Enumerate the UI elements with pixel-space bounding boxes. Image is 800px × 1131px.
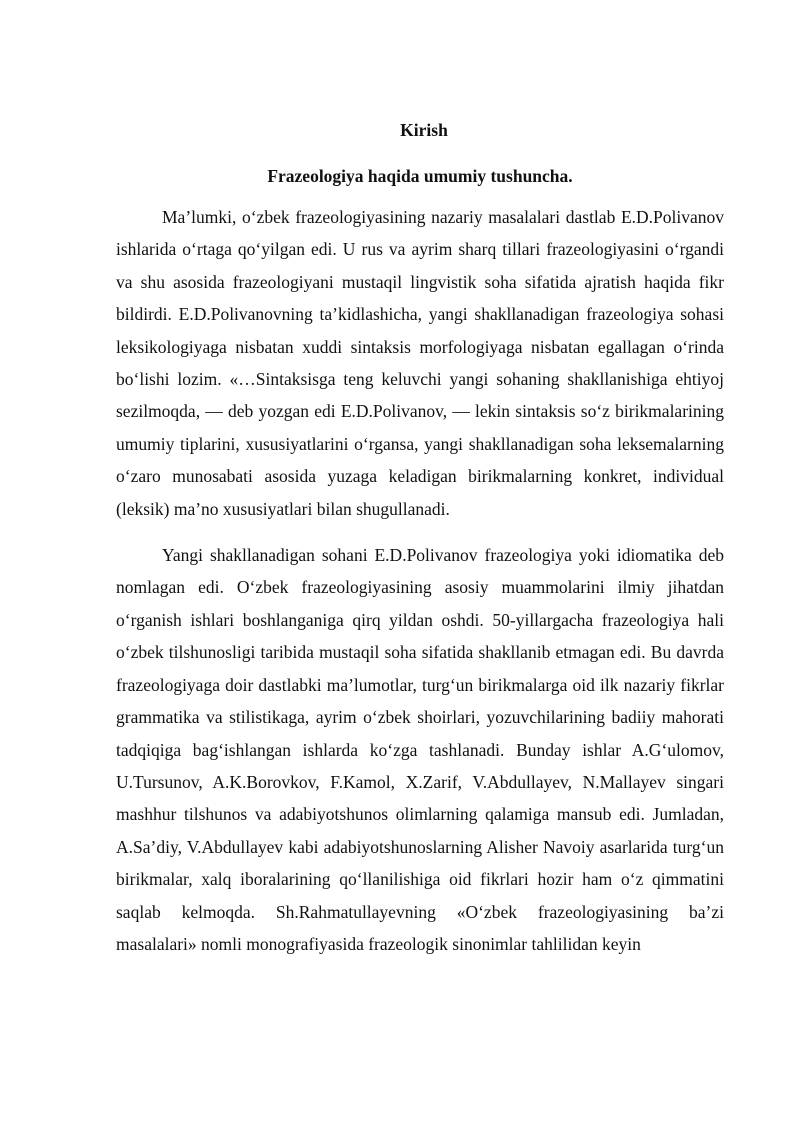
paragraph-2: Yangi shakllanadigan sohani E.D.Polivanov frazeologiya yoki idiomatika deb nomlagan edi. O‘zbek frazeologiyasining asosiy muammolarini ilmiy jihatdan o‘rganish ishlari boshlanganiga qirq yildan oshdi. 50-yillargacha frazeologiya hali o‘zbek tilshunosligi taribida mustaqil soha sifatida shakllanib etmagan edi. Bu davrda frazeologiyaga doir dastlabki ma’lumotlar, turg‘un birikmalarga oid ilk nazariy fikrlar grammatika va stilistikaga, ayrim o‘zbek shoirlari, yozuvchilarining badiiy mahorati tadqiqiga bag‘ishlangan ishlarda ko‘zga tashlanadi. Bunday ishlar A.G‘ulomov, U.Tursunov, A.K.Borovkov, F.Kamol, X.Zarif, V.Abdullayev, N.Mallayev singari mashhur tilshunos va adabiyotshunos olimlarning qalamiga mansub edi. Jumladan, A.Sa’diy, V.Abdullayev kabi adabiyotshunoslarning Alisher Navoiy asarlarida turg‘un birikmalar, xalq iboralarining qo‘llanilishiga oid fikrlari hozir ham o‘z qimmatini saqlab kelmoqda. Sh.Rahmatullayevning «O‘zbek frazeologiyasining ba’zi masalalari» nomli monografiyasida frazeologik sinonimlar tahlilidan keyin bbox=[116, 545, 724, 954]
document-title: Kirish bbox=[400, 120, 448, 140]
paragraph-1: Ma’lumki, o‘zbek frazeologiyasining nazariy masalalari dastlab E.D.Polivanov ishlarida o‘rtaga qo‘yilgan edi. U rus va ayrim sharq tillari frazeologiyasini o‘rgandi va shu asosida frazeologiyani mustaqil lingvistik soha sifatida ajratish haqida fikr bildirdi. E.D.Polivanovning ta’kidlashicha, yangi shakllanadigan frazeologiya sohasi leksikologiyaga nisbatan xuddi sintaksis morfologiyaga nisbatan egallagan o‘rinda bo‘lishi lozim. «…Sintaksisga teng keluvchi yangi sohaning shakllanishiga ehtiyoj sezilmoqda, — deb yozgan edi E.D.Polivanov, — lekin sintaksis so‘z birikmalarining umumiy tiplarini, xususiyatlarini o‘rgansa, yangi shakllanadigan soha leksemalarning o‘zaro munosabati asosida yuzaga keladigan birikmalarning konkret, individual (leksik) ma’no xususiyatlari bilan shugullanadi. bbox=[116, 207, 724, 519]
document-page bbox=[116, 118, 724, 960]
document-subtitle: Frazeologiya haqida umumiy tushuncha. bbox=[267, 166, 573, 186]
